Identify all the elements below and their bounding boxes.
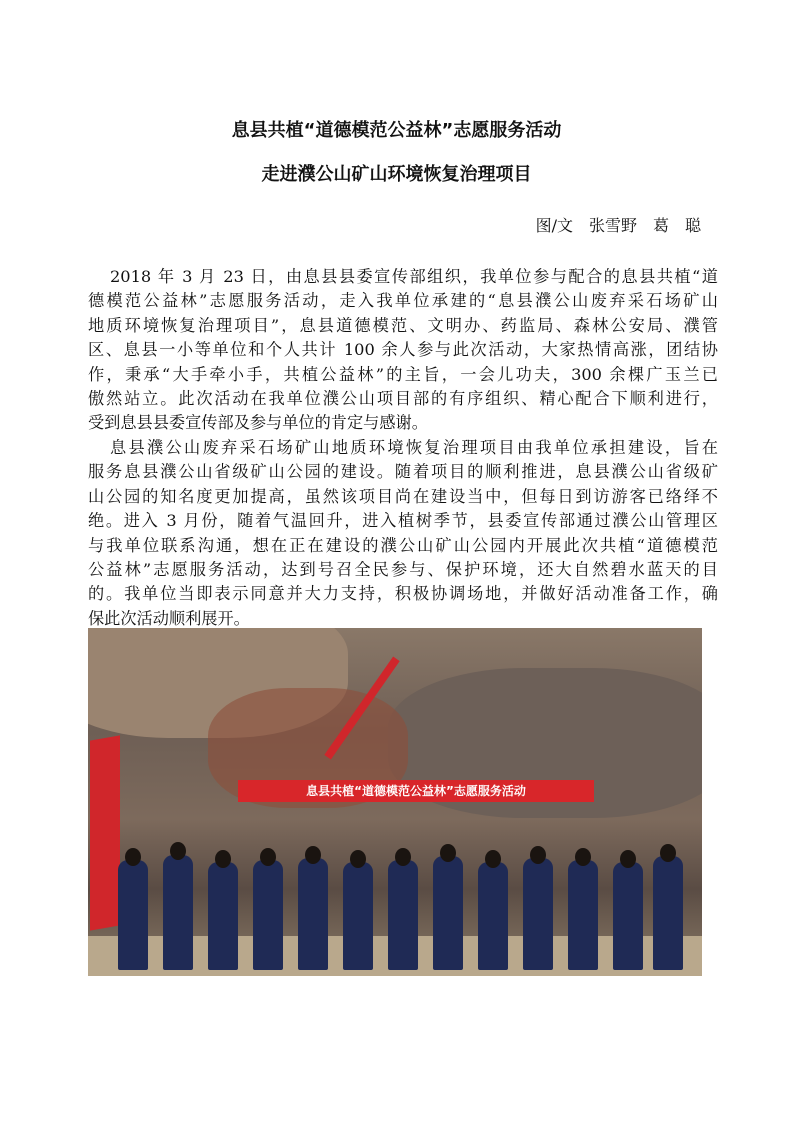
text-line: 保此次活动顺利展开。 (88, 608, 250, 628)
text-line: 2018 年 3 月 23 日，由息县县委宣传部组织，我单位参与配合的息县共植“道 (110, 267, 718, 286)
event-photo (88, 628, 702, 976)
text-line: 服务息县濮公山省级矿山公园的建设。随着项目的顺利推进，息县濮公山省级矿 (88, 462, 718, 482)
text-line: 绝。进入 3 月份，随着气温回升，进入植树季节，县委宣传部通过濮公山管理区 (88, 511, 718, 531)
person-head (530, 846, 546, 864)
title-line-1: 息县共植“道德模范公益林”志愿服务活动 (231, 120, 562, 141)
text-line: 受到息县县委宣传部及参与单位的肯定与感谢。 (88, 413, 428, 433)
person (163, 855, 193, 970)
person-head (485, 850, 501, 868)
red-flag (90, 735, 120, 930)
person-head (660, 844, 676, 862)
person-head (440, 844, 456, 862)
person (653, 856, 683, 970)
person (343, 862, 373, 970)
person-head (620, 850, 636, 868)
person (568, 860, 598, 970)
text-line: 息县濮公山废弃采石场矿山地质环境恢复治理项目由我单位承担建设，旨在 (110, 438, 718, 457)
person (478, 862, 508, 970)
paragraph-2 (88, 436, 718, 631)
person-head (125, 848, 141, 866)
text-line: 山公园的知名度更加提高，虽然该项目尚在建设当中，但每日到访游客已络绎不 (88, 486, 718, 506)
person-head (305, 846, 321, 864)
person (613, 862, 643, 970)
person (433, 856, 463, 970)
person-head (170, 842, 186, 860)
text-line: 与我单位联系沟通，想在正在建设的濮公山矿山公园内开展此次共植“道德模范 (88, 535, 718, 555)
photo-banner: 息县共植“道德模范公益林”志愿服务活动 (238, 780, 594, 802)
paragraph-1 (88, 265, 718, 436)
text-line: 傲然站立。此次活动在我单位濮公山项目部的有序组织、精心配合下顺利进行， (88, 388, 718, 408)
person-head (350, 850, 366, 868)
person-head (260, 848, 276, 866)
person-head (395, 848, 411, 866)
text-line: 德模范公益林”志愿服务活动，走入我单位承建的“息县濮公山废弃采石场矿山 (88, 291, 718, 311)
text-line: 地质环境恢复治理项目”，息县道德模范、文明办、药监局、森林公安局、濮管 (88, 315, 718, 335)
text-line: 公益林”志愿服务活动，达到号召全民参与、保护环境，还大自然碧水蓝天的目 (88, 559, 718, 579)
title-line-2: 走进濮公山矿山环境恢复治理项目 (261, 164, 532, 185)
person (523, 858, 553, 970)
text-line: 区、息县一小等单位和个人共计 100 余人参与此次活动，大家热情高涨，团结协 (88, 340, 718, 360)
person-head (575, 848, 591, 866)
byline: 图/文 张雪野 葛 聪 (535, 216, 701, 235)
text-line: 作，秉承“大手牵小手，共植公益林”的主旨，一会儿功夫，300 余棵广玉兰已 (88, 364, 718, 384)
person (253, 860, 283, 970)
person (388, 860, 418, 970)
person (208, 862, 238, 970)
text-line: 的。我单位当即表示同意并大力支持，积极协调场地，并做好活动准备工作，确 (88, 584, 718, 604)
person (118, 860, 148, 970)
person-head (215, 850, 231, 868)
person (298, 858, 328, 970)
